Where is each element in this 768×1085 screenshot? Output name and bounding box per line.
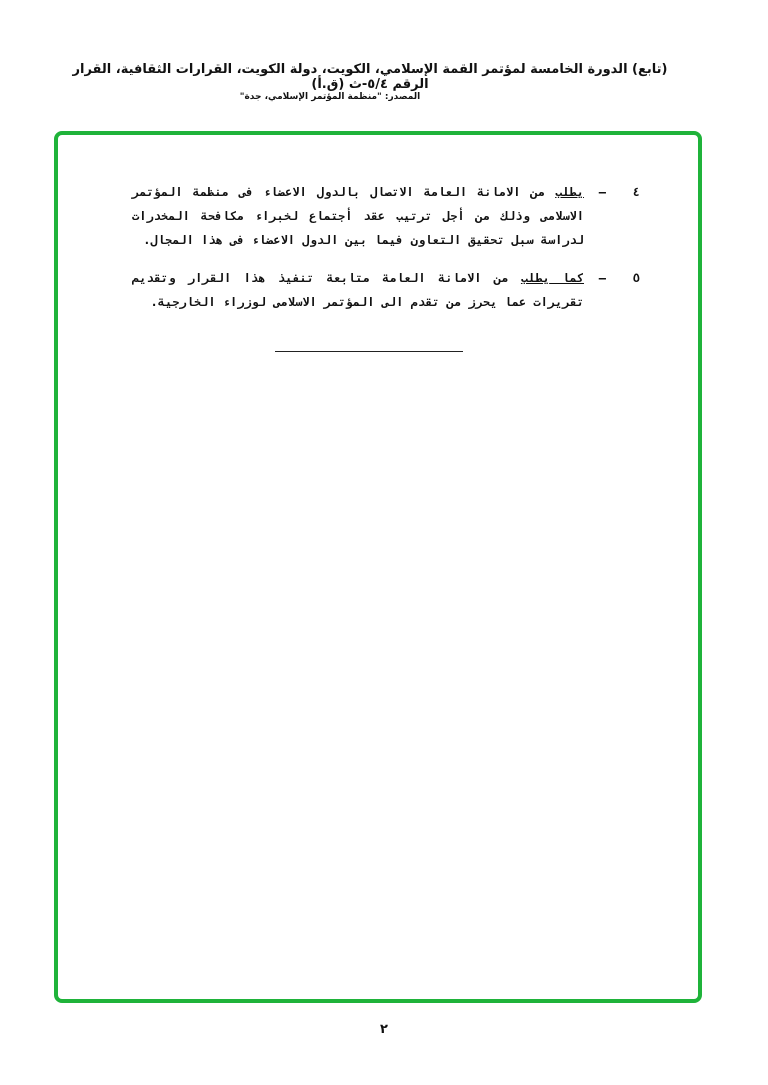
clause-text: من الامانة العامة الاتصال بالدول الاعضاء فى منظمة المؤتمر الاسلامى وذلك من أجل ترتيب عقد أجتماع لخبراء مكافحة المخدرات لدراسة سبل تحقيق التعاون فيما بين الدول الاعضاء فى هذا المجال.: [132, 185, 584, 247]
page-number: ٢: [380, 1022, 388, 1037]
source-line: المصدر: "منظمة المؤتمر الإسلامي، جدة": [239, 92, 421, 102]
clause-number: ٥: [632, 271, 640, 285]
clause-text-block: [132, 180, 584, 252]
clause-5: [120, 266, 640, 314]
clause-prefix: كما: [549, 271, 584, 285]
clause-number: ٤: [632, 185, 640, 199]
clause-dash: –: [598, 185, 606, 199]
end-rule: [275, 351, 463, 352]
clause-keyword: يطلب: [555, 185, 584, 199]
clause-keyword: يطلب: [520, 271, 550, 285]
clause-text-block: [132, 266, 584, 314]
clause-dash: –: [598, 271, 606, 285]
clause-4: [120, 180, 640, 252]
document-frame: [54, 131, 702, 1003]
clause-text: من الامانة العامة متابعة تنفيذ هذا القرار وتقديم تقريرات عما يحرز من تقدم الى المؤتمر الاسلامى لوزراء الخارجية.: [132, 271, 584, 309]
page-title: (تابع) الدورة الخامسة لمؤتمر القمة الإسلامي، الكويت، دولة الكويت، القرارات الثقافية، القرار الرقم ٥/٤-ث (ق.أ): [72, 62, 668, 92]
